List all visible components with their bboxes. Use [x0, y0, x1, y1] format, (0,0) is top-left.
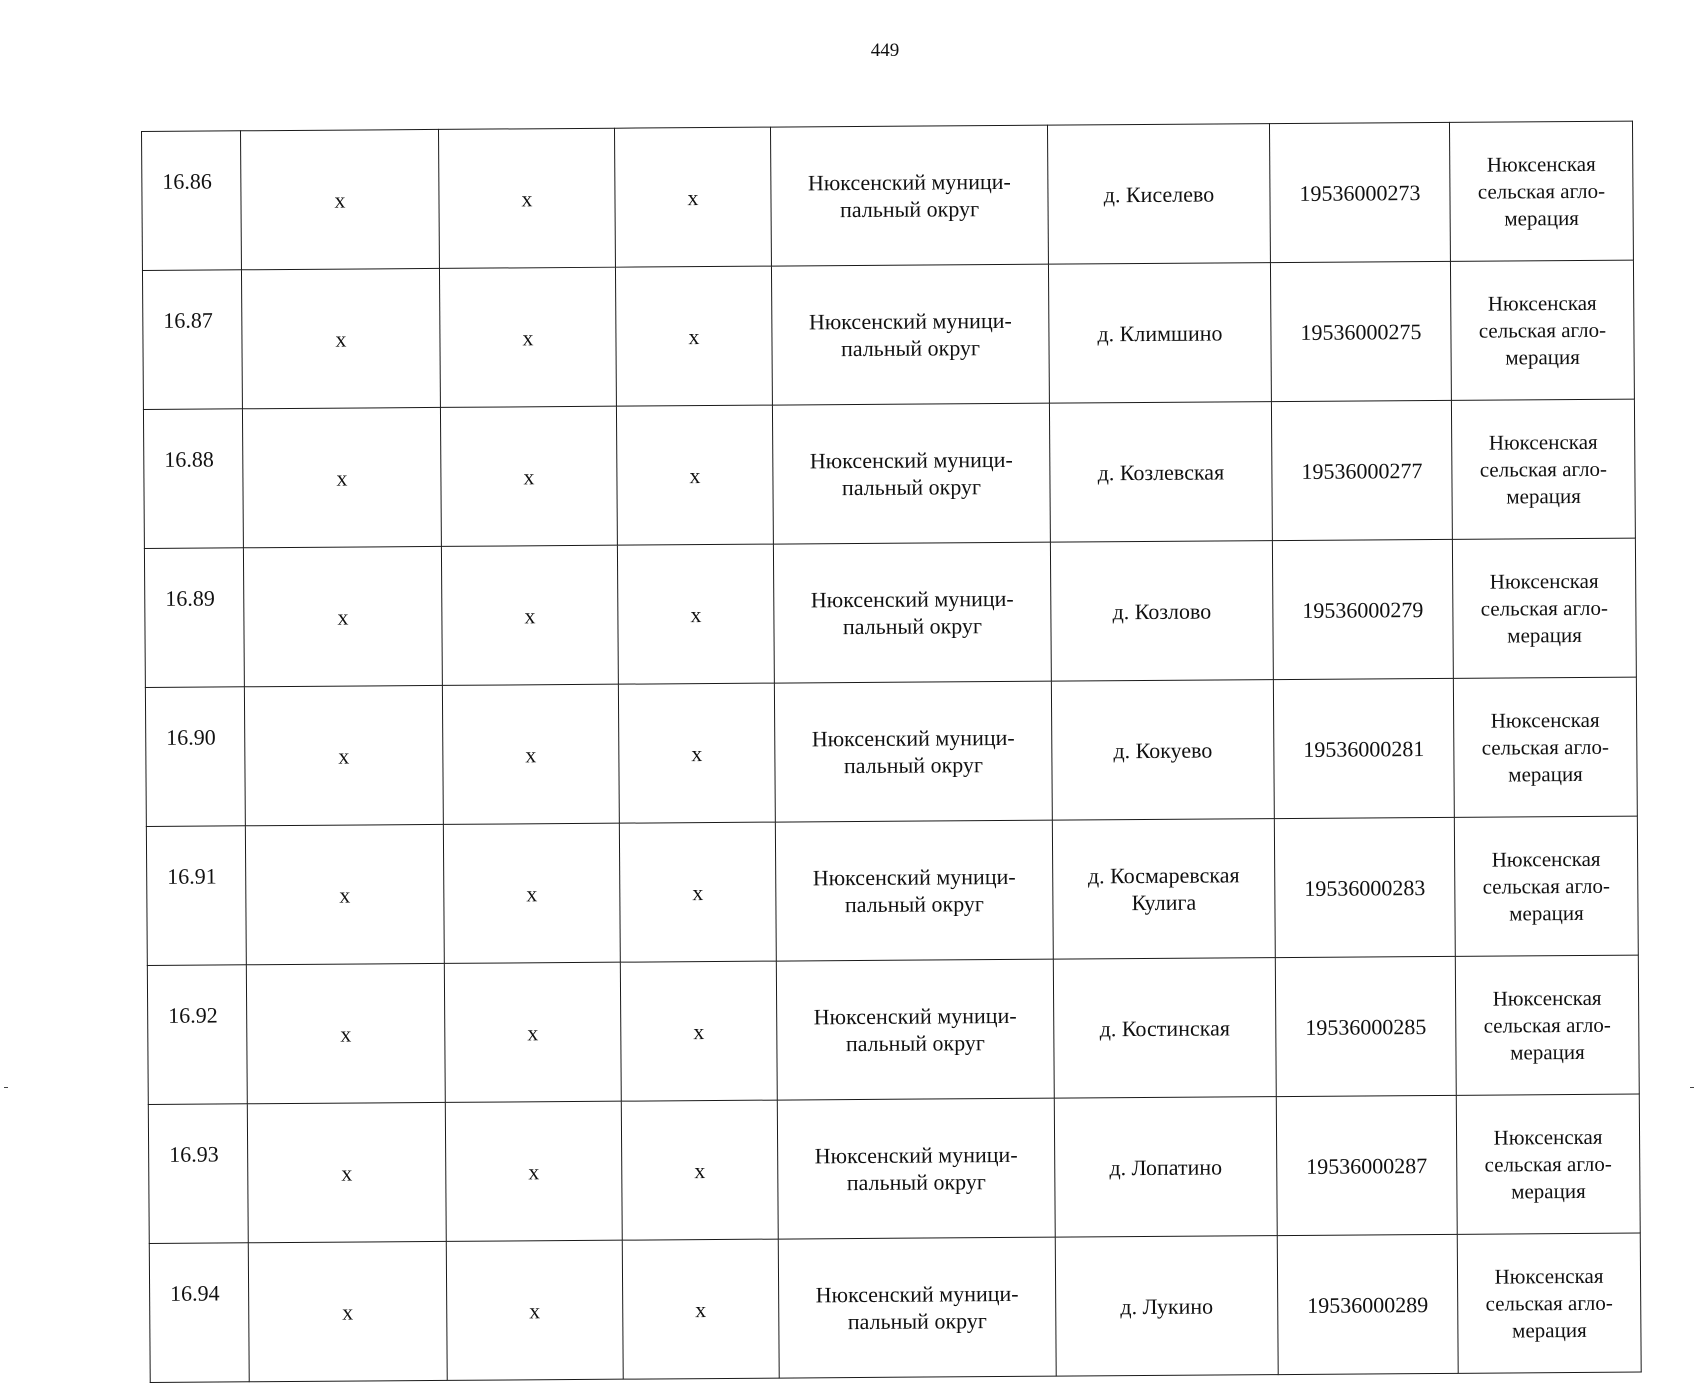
mark-cell-3-text: х	[693, 1018, 705, 1044]
table-row	[142, 121, 1634, 270]
row-number-cell-text: 16.88	[164, 446, 214, 472]
locality-cell	[1051, 680, 1274, 821]
row-number-cell	[143, 409, 243, 549]
agglomeration-cell-text: мерация	[1508, 761, 1583, 786]
agglomeration-cell-text: сельская агло-	[1480, 595, 1609, 621]
oktmo-code-cell-text: 19536000279	[1302, 596, 1424, 623]
mark-cell-3	[618, 683, 775, 823]
locality-cell	[1053, 958, 1276, 1099]
table-row	[148, 1094, 1640, 1243]
row-number-cell	[142, 131, 242, 271]
mark-cell-2	[444, 962, 621, 1102]
margin-mark-right	[1690, 1087, 1694, 1088]
agglomeration-cell-text: Нюксенская	[1488, 429, 1598, 455]
mark-cell-3	[622, 1239, 779, 1379]
district-cell-text: Нюксенский муници-	[812, 863, 1016, 891]
locality-cell	[1049, 402, 1272, 543]
mark-cell-3-text: х	[694, 1157, 706, 1183]
mark-cell-2	[441, 545, 618, 685]
mark-cell-3	[619, 822, 776, 962]
agglomeration-cell	[1455, 955, 1639, 1095]
agglomeration-cell	[1453, 677, 1637, 817]
row-number-cell-text: 16.91	[167, 863, 217, 889]
mark-cell-1	[241, 129, 440, 269]
mark-cell-2	[445, 1101, 622, 1241]
table-row	[146, 816, 1638, 965]
mark-cell-1-text: х	[336, 465, 348, 491]
mark-cell-1-text: х	[337, 604, 349, 630]
mark-cell-3-text: х	[690, 601, 702, 627]
mark-cell-3	[616, 405, 773, 545]
page-number: 449	[870, 40, 900, 61]
district-cell-text: Нюксенский муници-	[807, 168, 1011, 196]
mark-cell-3	[621, 1100, 778, 1240]
district-cell-text: Нюксенский муници-	[813, 1002, 1017, 1030]
mark-cell-2-text: х	[521, 185, 533, 211]
mark-cell-1	[242, 407, 441, 547]
agglomeration-cell-text: Нюксенская	[1493, 1124, 1603, 1150]
district-cell-text: пальный округ	[840, 335, 981, 362]
agglomeration-cell	[1452, 538, 1636, 678]
mark-cell-3-text: х	[695, 1296, 707, 1322]
mark-cell-1-text: х	[338, 743, 350, 769]
locality-cell-text: д. Козлово	[1112, 598, 1212, 624]
table-row	[143, 399, 1635, 548]
mark-cell-1-text: х	[335, 326, 347, 352]
agglomeration-cell-text: мерация	[1505, 344, 1580, 369]
locality-cell	[1048, 263, 1271, 404]
district-cell	[770, 125, 1048, 266]
locality-cell-text: д. Лопатино	[1109, 1153, 1223, 1180]
table-body	[142, 121, 1642, 1382]
agglomeration-cell-text: Нюксенская	[1490, 707, 1600, 733]
settlements-table	[141, 121, 1642, 1383]
oktmo-code-cell-text: 19536000281	[1303, 735, 1425, 762]
oktmo-code-cell	[1274, 817, 1455, 957]
locality-cell-text: д. Киселево	[1103, 181, 1215, 207]
oktmo-code-cell	[1275, 956, 1456, 1096]
row-number-cell	[147, 965, 247, 1105]
oktmo-code-cell-text: 19536000289	[1307, 1291, 1429, 1318]
district-cell-text: Нюксенский муници-	[810, 585, 1014, 613]
mark-cell-2-text: х	[526, 880, 538, 906]
mark-cell-1	[246, 963, 445, 1103]
oktmo-code-cell-text: 19536000287	[1306, 1152, 1428, 1179]
row-number-cell-text: 16.94	[170, 1280, 220, 1306]
agglomeration-cell-text: мерация	[1512, 1317, 1587, 1342]
mark-cell-1-text: х	[342, 1299, 354, 1325]
mark-cell-2	[446, 1240, 623, 1380]
table-row	[149, 1233, 1641, 1382]
district-cell	[778, 1237, 1056, 1378]
district-cell-text: пальный округ	[846, 1169, 986, 1196]
mark-cell-3	[617, 544, 774, 684]
oktmo-code-cell	[1272, 539, 1453, 679]
row-number-cell-text: 16.90	[166, 724, 216, 750]
mark-cell-2-text: х	[523, 463, 535, 489]
oktmo-code-cell-text: 19536000285	[1305, 1013, 1427, 1040]
mark-cell-1-text: х	[340, 1021, 352, 1047]
mark-cell-3	[614, 127, 771, 267]
oktmo-code-cell-text: 19536000273	[1299, 179, 1421, 206]
agglomeration-cell-text: мерация	[1504, 205, 1580, 230]
agglomeration-cell-text: сельская агло-	[1482, 873, 1610, 899]
row-number-cell	[149, 1243, 249, 1383]
row-number-cell-text: 16.87	[163, 307, 213, 333]
district-cell	[773, 542, 1051, 683]
agglomeration-cell-text: сельская агло-	[1477, 178, 1606, 204]
mark-cell-2	[439, 267, 616, 407]
mark-cell-2	[440, 406, 617, 546]
row-number-cell	[145, 687, 245, 827]
mark-cell-2	[442, 684, 619, 824]
agglomeration-cell-text: сельская агло-	[1478, 317, 1607, 343]
district-cell	[777, 1098, 1055, 1239]
mark-cell-2	[443, 823, 620, 963]
oktmo-code-cell	[1271, 400, 1452, 540]
district-cell-text: пальный округ	[842, 613, 983, 640]
mark-cell-3-text: х	[687, 184, 699, 210]
district-cell	[771, 264, 1049, 405]
locality-cell	[1047, 124, 1270, 265]
district-cell-text: Нюксенский муници-	[811, 724, 1015, 752]
locality-cell-text: д. Козлевская	[1097, 458, 1225, 485]
oktmo-code-cell-text: 19536000283	[1304, 874, 1426, 901]
mark-cell-1-text: х	[339, 882, 351, 908]
table-row	[145, 677, 1637, 826]
locality-cell-text: д. Космаревская	[1087, 862, 1240, 889]
mark-cell-2-text: х	[529, 1297, 541, 1323]
district-cell	[774, 681, 1052, 822]
mark-cell-3	[620, 961, 777, 1101]
oktmo-code-cell-text: 19536000277	[1301, 457, 1423, 484]
district-cell-text: пальный округ	[845, 1030, 985, 1057]
agglomeration-cell-text: мерация	[1511, 1178, 1586, 1203]
agglomeration-cell	[1454, 816, 1638, 956]
locality-cell-text: д. Костинская	[1099, 1014, 1230, 1041]
locality-cell-text: д. Кокуево	[1113, 737, 1213, 763]
table-row	[147, 955, 1639, 1104]
mark-cell-3-text: х	[691, 740, 703, 766]
mark-cell-3-text: х	[688, 323, 700, 349]
row-number-cell-text: 16.86	[162, 168, 212, 194]
mark-cell-2-text: х	[527, 1019, 539, 1045]
district-cell-text: пальный округ	[844, 891, 985, 918]
locality-cell	[1052, 819, 1275, 960]
locality-cell-text: д. Лукино	[1120, 1293, 1214, 1319]
locality-cell	[1055, 1236, 1278, 1377]
mark-cell-2-text: х	[522, 324, 534, 350]
agglomeration-cell-text: сельская агло-	[1484, 1151, 1612, 1177]
agglomeration-cell-text: Нюксенская	[1486, 151, 1596, 177]
agglomeration-cell-text: Нюксенская	[1494, 1263, 1604, 1289]
district-cell-text: Нюксенский муници-	[809, 446, 1013, 474]
oktmo-code-cell	[1270, 261, 1451, 401]
agglomeration-cell-text: мерация	[1506, 483, 1581, 508]
district-cell-text: Нюксенский муници-	[815, 1280, 1019, 1308]
agglomeration-cell-text: сельская агло-	[1485, 1290, 1613, 1316]
table-row	[142, 260, 1634, 409]
locality-cell	[1054, 1097, 1277, 1238]
mark-cell-2-text: х	[524, 602, 536, 628]
agglomeration-cell	[1456, 1094, 1640, 1234]
mark-cell-1	[245, 824, 444, 964]
margin-mark-left	[4, 1087, 8, 1088]
mark-cell-1	[243, 546, 442, 686]
oktmo-code-cell	[1269, 122, 1450, 262]
agglomeration-cell-text: Нюксенская	[1489, 568, 1599, 594]
district-cell	[772, 403, 1050, 544]
district-cell-text: пальный округ	[847, 1308, 987, 1335]
mark-cell-1	[244, 685, 443, 825]
mark-cell-3-text: х	[689, 462, 701, 488]
oktmo-code-cell-text: 19536000275	[1300, 318, 1422, 345]
agglomeration-cell-text: Нюксенская	[1491, 846, 1601, 872]
mark-cell-1-text: х	[334, 187, 346, 213]
district-cell-text: пальный округ	[843, 752, 984, 779]
agglomeration-cell-text: сельская агло-	[1483, 1012, 1611, 1038]
district-cell-text: пальный округ	[839, 196, 980, 223]
district-cell-text: пальный округ	[841, 474, 982, 501]
mark-cell-1	[241, 268, 440, 408]
row-number-cell	[144, 548, 244, 688]
row-number-cell-text: 16.89	[165, 585, 215, 611]
mark-cell-1	[247, 1102, 446, 1242]
row-number-cell	[146, 826, 246, 966]
locality-cell	[1050, 541, 1273, 682]
table-row	[144, 538, 1636, 687]
row-number-cell	[142, 270, 242, 410]
agglomeration-cell-text: мерация	[1507, 622, 1582, 647]
agglomeration-cell-text: сельская агло-	[1481, 734, 1610, 760]
agglomeration-cell	[1449, 121, 1633, 261]
row-number-cell	[148, 1104, 248, 1244]
mark-cell-3-text: х	[692, 879, 704, 905]
oktmo-code-cell	[1277, 1234, 1458, 1374]
district-cell	[775, 820, 1053, 961]
agglomeration-cell-text: Нюксенская	[1492, 985, 1602, 1011]
mark-cell-1-text: х	[341, 1160, 353, 1186]
mark-cell-3	[615, 266, 772, 406]
agglomeration-cell-text: мерация	[1509, 900, 1584, 925]
mark-cell-1	[248, 1241, 447, 1381]
agglomeration-cell-text: сельская агло-	[1479, 456, 1608, 482]
locality-cell-text: д. Климшино	[1097, 319, 1223, 346]
mark-cell-2-text: х	[525, 741, 537, 767]
oktmo-code-cell	[1276, 1095, 1457, 1235]
agglomeration-cell-text: мерация	[1510, 1039, 1585, 1064]
district-cell-text: Нюксенский муници-	[814, 1141, 1018, 1169]
agglomeration-cell-text: Нюксенская	[1487, 290, 1597, 316]
locality-cell-text: Кулига	[1131, 889, 1197, 916]
mark-cell-2-text: х	[528, 1158, 540, 1184]
agglomeration-cell	[1450, 260, 1634, 400]
district-cell	[776, 959, 1054, 1100]
oktmo-code-cell	[1273, 678, 1454, 818]
row-number-cell-text: 16.92	[168, 1002, 218, 1028]
agglomeration-cell	[1457, 1233, 1641, 1373]
row-number-cell-text: 16.93	[169, 1141, 219, 1167]
district-cell-text: Нюксенский муници-	[808, 307, 1012, 335]
mark-cell-2	[438, 128, 615, 268]
agglomeration-cell	[1451, 399, 1635, 539]
